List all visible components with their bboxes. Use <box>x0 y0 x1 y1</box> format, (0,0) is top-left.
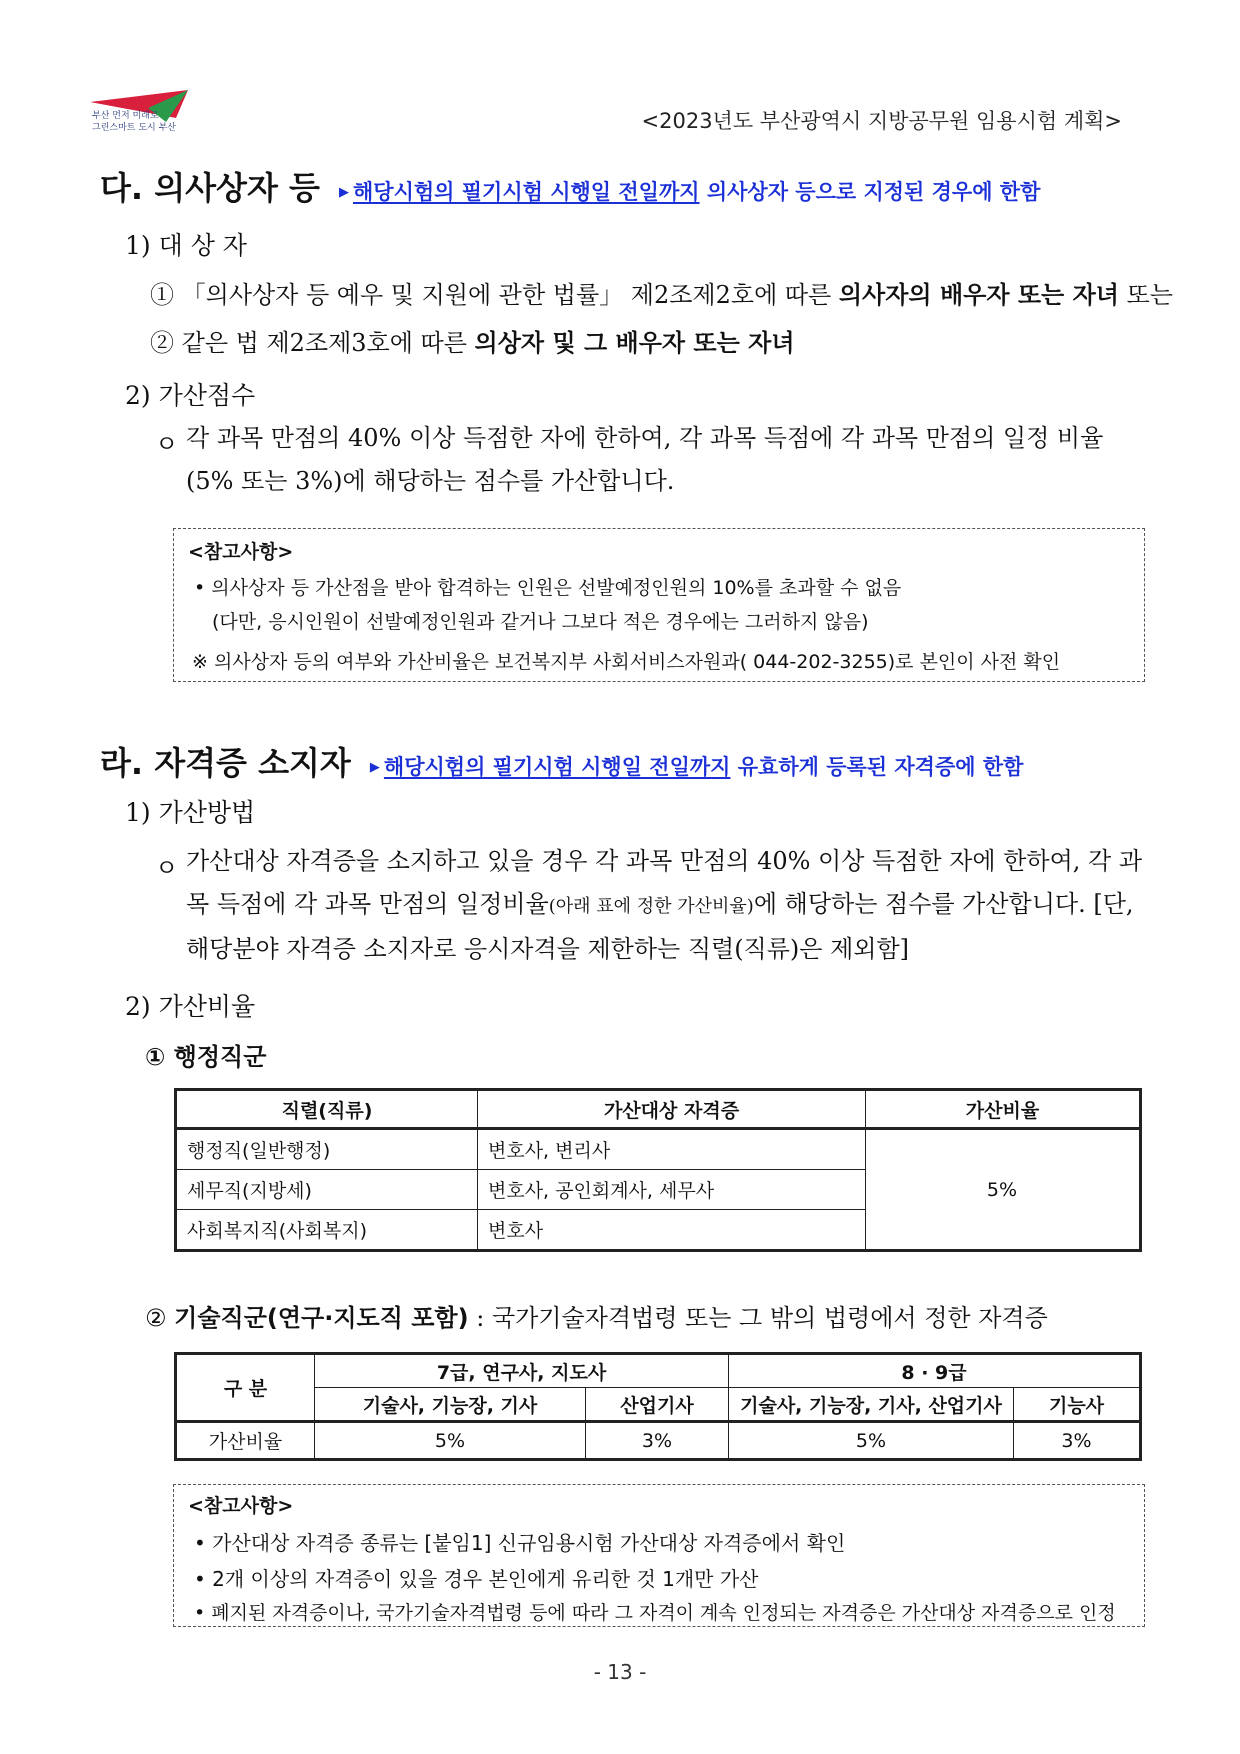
table-cell: 5% <box>315 1422 586 1460</box>
document-title: <2023년도 부산광역시 지방공무원 임용시험 계획> <box>641 109 1122 133</box>
item2-bold: 의상자 및 그 배우자 또는 자녀 <box>474 328 795 357</box>
ra-subheading-method: 1) 가산방법 <box>125 798 256 827</box>
note-underlined: 해당시험의 필기시험 시행일 전일까지 <box>383 755 731 779</box>
reference-line: ※ 의사상자 등의 여부와 가산비율은 보건복지부 사회서비스자원과( 044-202-3255)로 본인이 사전 확인 <box>192 651 1061 673</box>
section-ra-heading: 라. 자격증 소지자 <box>100 744 351 782</box>
method-text-small: (아래 표에 정한 가산비율) <box>548 896 754 917</box>
item1-suffix: 또는 <box>1118 281 1173 309</box>
table-cell: 행정직(일반행정) <box>176 1129 478 1170</box>
table-cell: 3% <box>1014 1422 1141 1460</box>
bullet-mark: ㅇ <box>155 854 179 882</box>
table-header: 8 · 9급 <box>729 1354 1141 1388</box>
table-header: 가산비율 <box>866 1090 1141 1129</box>
table-header: 기능사 <box>1014 1388 1141 1422</box>
note-underlined: 해당시험의 필기시험 시행일 전일까지 <box>353 180 700 204</box>
section-da-header <box>100 163 1040 209</box>
play-triangle-icon: ▶ <box>339 185 350 200</box>
table-header-row <box>176 1388 1141 1422</box>
da-item-2 <box>150 323 795 358</box>
reference-line: • 의사상자 등 가산점을 받아 합격하는 인원은 선발예정인원의 10%를 초과할 수 없음 <box>194 577 902 599</box>
tech-label-rest: : 국가기술자격법령 또는 그 밖의 법령에서 정한 자격증 <box>468 1304 1048 1332</box>
reference-line: • 2개 이상의 자격증이 있을 경우 본인에게 유리한 것 1개만 가산 <box>194 1567 759 1591</box>
table-header-row <box>176 1354 1141 1388</box>
da-subheading-target: 1) 대 상 자 <box>125 231 247 260</box>
ra-method-text <box>186 840 1146 971</box>
table-cell: 사회복지직(사회복지) <box>176 1210 478 1251</box>
admin-rate-table <box>174 1088 1142 1252</box>
reference-line: • 가산대상 자격증 종류는 [붙임1] 신규임용시험 가산대상 자격증에서 확인 <box>194 1531 846 1555</box>
section-ra-header <box>100 738 1023 784</box>
section-da-note <box>339 180 1040 204</box>
item2-prefix: ② 같은 법 제2조제3호에 따른 <box>150 329 475 357</box>
table-row <box>176 1129 1141 1170</box>
table-cell: 세무직(지방세) <box>176 1170 478 1210</box>
note-rest: 유효하게 등록된 자격증에 한함 <box>730 755 1024 779</box>
table-cell: 5% <box>729 1422 1014 1460</box>
tech-group-label <box>145 1298 1048 1333</box>
da-reference-box <box>173 528 1145 682</box>
table-header: 직렬(직류) <box>176 1090 478 1129</box>
table-header: 구 분 <box>176 1354 315 1422</box>
table-header: 기술사, 기능장, 기사, 산업기사 <box>729 1388 1014 1422</box>
table-cell: 변호사 <box>478 1210 866 1251</box>
da-item-1 <box>150 275 1173 310</box>
ra-subheading-rate: 2) 가산비율 <box>125 992 256 1021</box>
logo-slogan-1: 부산 먼저 미래로 <box>92 111 159 121</box>
table-header-row <box>176 1090 1141 1129</box>
item1-bold: 의사자의 배우자 또는 자녀 <box>838 280 1119 309</box>
table-cell: 변호사, 공인회계사, 세무사 <box>478 1170 866 1210</box>
table-header: 7급, 연구사, 지도사 <box>315 1354 729 1388</box>
play-triangle-icon: ▶ <box>369 760 380 775</box>
table-header: 기술사, 기능장, 기사 <box>315 1388 586 1422</box>
rate-cell: 5% <box>866 1129 1141 1251</box>
reference-line: • 폐지된 자격증이나, 국가기술자격법령 등에 따라 그 자격이 계속 인정되는 자격증은 가산대상 자격증으로 인정 <box>194 1602 1116 1624</box>
tech-label-num: ② <box>145 1304 167 1332</box>
bullet-mark: ㅇ <box>155 430 179 458</box>
table-cell: 가산비율 <box>176 1422 315 1460</box>
page-number: - 13 - <box>593 1660 647 1684</box>
admin-group-label: ① 행정직군 <box>145 1043 267 1071</box>
table-row <box>176 1422 1141 1460</box>
note-rest: 의사상자 등으로 지정된 경우에 한함 <box>699 180 1041 204</box>
table-cell: 3% <box>586 1422 729 1460</box>
table-header: 산업기사 <box>586 1388 729 1422</box>
reference-title: <참고사항> <box>188 541 294 563</box>
section-da-heading: 다. 의사상자 등 <box>100 169 320 207</box>
table-header: 가산대상 자격증 <box>478 1090 866 1129</box>
ra-reference-box <box>173 1484 1145 1627</box>
method-text-1: 가산대상 자격증을 소지하고 있을 경우 각 과목 만점의 40% 이상 득점한 자에 한하여, 각 과목 득점에 각 과목 만점의 일정비율 <box>186 847 1143 918</box>
reference-line: (다만, 응시인원이 선발예정인원과 같거나 그보다 적은 경우에는 그러하지 않음) <box>212 611 869 633</box>
section-ra-note <box>370 755 1023 779</box>
table-cell: 변호사, 변리사 <box>478 1129 866 1170</box>
tech-label-bold: 기술직군(연구·지도직 포함) <box>174 1304 469 1332</box>
method-text-2: 에 해당하는 점수를 가산합니다. [단, 해당분야 자격증 소지자로 응시자격을 제한하는 직렬(직류)은 제외함] <box>186 890 1134 963</box>
busan-logo <box>88 88 198 134</box>
reference-title: <참고사항> <box>188 1495 294 1517</box>
da-points-text: 각 과목 만점의 40% 이상 득점한 자에 한하여, 각 과목 득점에 각 과목 만점의 일정 비율(5% 또는 3%)에 해당하는 점수를 가산합니다. <box>186 424 1104 495</box>
item1-prefix: ① 「의사상자 등 예우 및 지원에 관한 법률」 제2조제2호에 따른 <box>150 281 839 309</box>
da-subheading-points: 2) 가산점수 <box>125 381 256 410</box>
tech-rate-table <box>174 1352 1142 1461</box>
logo-slogan-2: 그린스마트 도시 부산 <box>92 123 176 133</box>
